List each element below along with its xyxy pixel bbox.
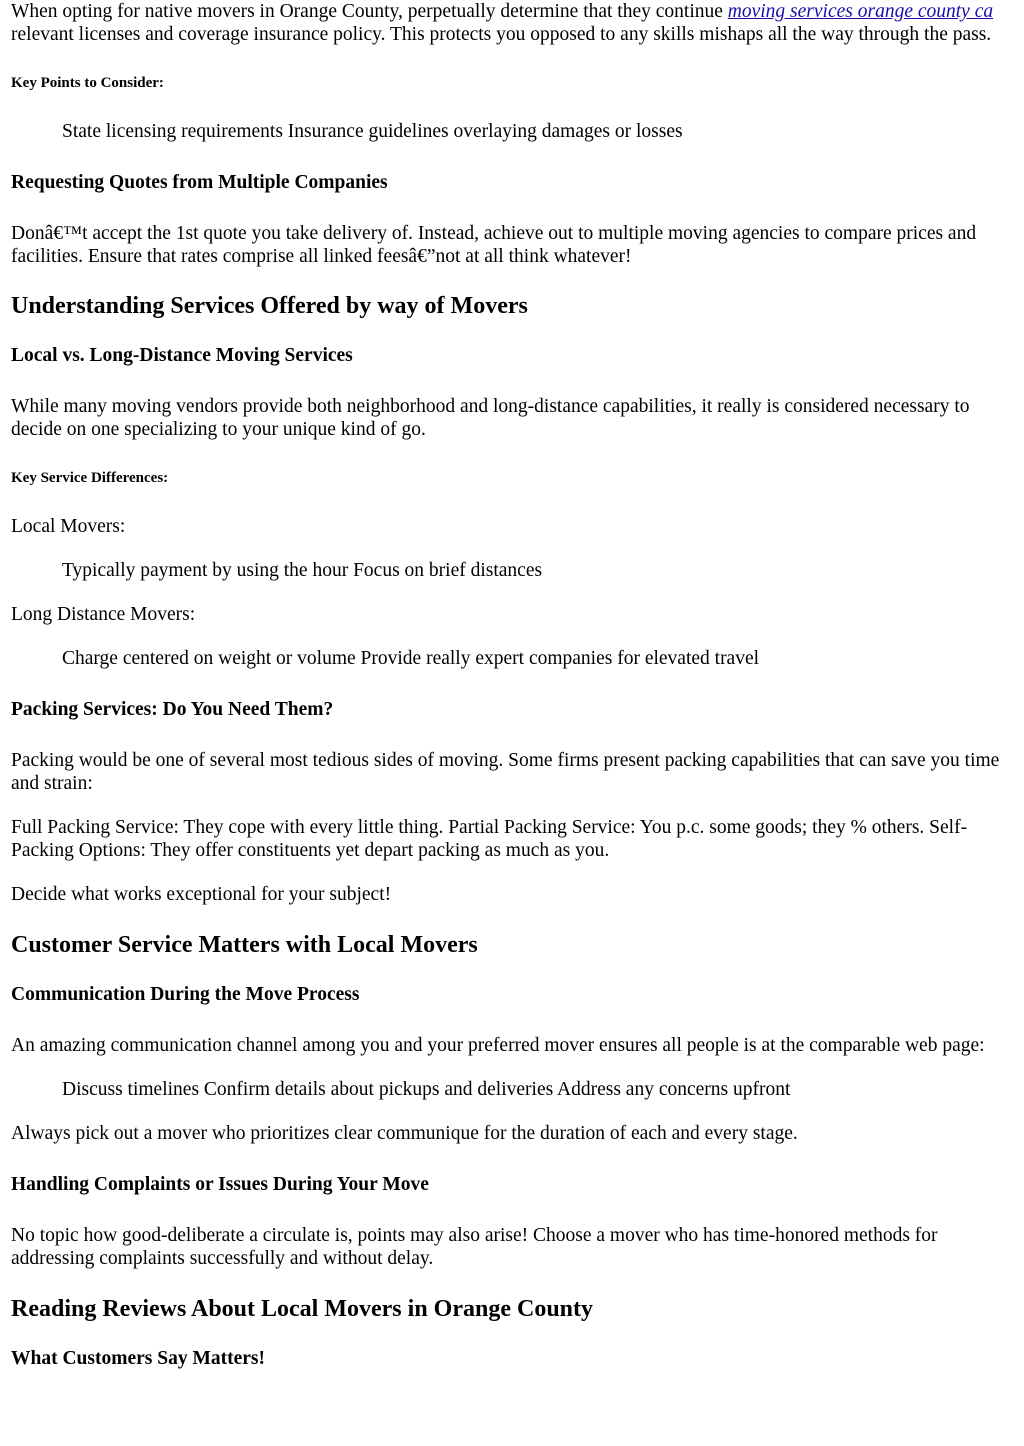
long-movers-label: Long Distance Movers:: [11, 604, 196, 625]
packing-body: Packing would be one of several most tedious sides of moving. Some firms present packing capabilities that can save you time and strain:: [11, 750, 1000, 794]
packing-heading: Packing Services: Do You Need Them?: [11, 699, 334, 720]
reviews-heading: Reading Reviews About Local Movers in Orange County: [11, 1296, 593, 1322]
customer-service-heading: Customer Service Matters with Local Movers: [11, 932, 478, 958]
packing-options: Full Packing Service: They cope with every little thing. Partial Packing Service: You p.c. some goods; they % others. Self-Packing Options: They offer constituents yet depart packing as much as you.: [11, 817, 968, 861]
key-points-heading: Key Points to Consider:: [11, 75, 164, 91]
intro-text-before: When opting for native movers in Orange County, perpetually determine that they continue: [11, 1, 728, 22]
local-movers-label: Local Movers:: [11, 516, 126, 537]
complaints-body: No topic how good-deliberate a circulate is, points may also arise! Choose a mover who has time-honored methods for addressing complaints successfully and without delay.: [11, 1225, 938, 1269]
complaints-heading: Handling Complaints or Issues During Your Move: [11, 1174, 429, 1195]
quotes-body: Donâ€™t accept the 1st quote you take delivery of. Instead, achieve out to multiple moving agencies to compare prices and facilities. Ensure that rates comprise all linked feesâ€”not at all think whatever!: [11, 223, 977, 267]
local-long-body: While many moving vendors provide both neighborhood and long-distance capabilities, it really is considered necessary to decide on one specializing to your unique kind of go.: [11, 396, 970, 440]
intro-text-after: relevant licenses and coverage insurance policy. This protects you opposed to any skills mishaps all the way through the pass.: [11, 24, 992, 45]
key-points-item: State licensing requirements Insurance guidelines overlaying damages or losses: [62, 121, 683, 142]
reviews-subheading: What Customers Say Matters!: [11, 1348, 265, 1369]
services-heading: Understanding Services Offered by way of Movers: [11, 293, 528, 319]
local-long-heading: Local vs. Long-Distance Moving Services: [11, 345, 353, 366]
intro-paragraph: [11, 0, 1006, 46]
differences-heading: Key Service Differences:: [11, 470, 169, 486]
long-movers-item: Charge centered on weight or volume Provide really expert companies for elevated travel: [62, 648, 760, 669]
packing-closing: Decide what works exceptional for your subject!: [11, 884, 392, 905]
communication-body: An amazing communication channel among you and your preferred mover ensures all people is at the comparable web page:: [11, 1035, 985, 1056]
moving-services-link[interactable]: moving services orange county ca: [727, 1, 994, 22]
quotes-heading: Requesting Quotes from Multiple Companies: [11, 172, 388, 193]
communication-item: Discuss timelines Confirm details about pickups and deliveries Address any concerns upfront: [62, 1079, 791, 1100]
communication-closing: Always pick out a mover who prioritizes clear communique for the duration of each and every stage.: [11, 1123, 798, 1144]
communication-heading: Communication During the Move Process: [11, 984, 360, 1005]
local-movers-item: Typically payment by using the hour Focus on brief distances: [62, 560, 543, 581]
